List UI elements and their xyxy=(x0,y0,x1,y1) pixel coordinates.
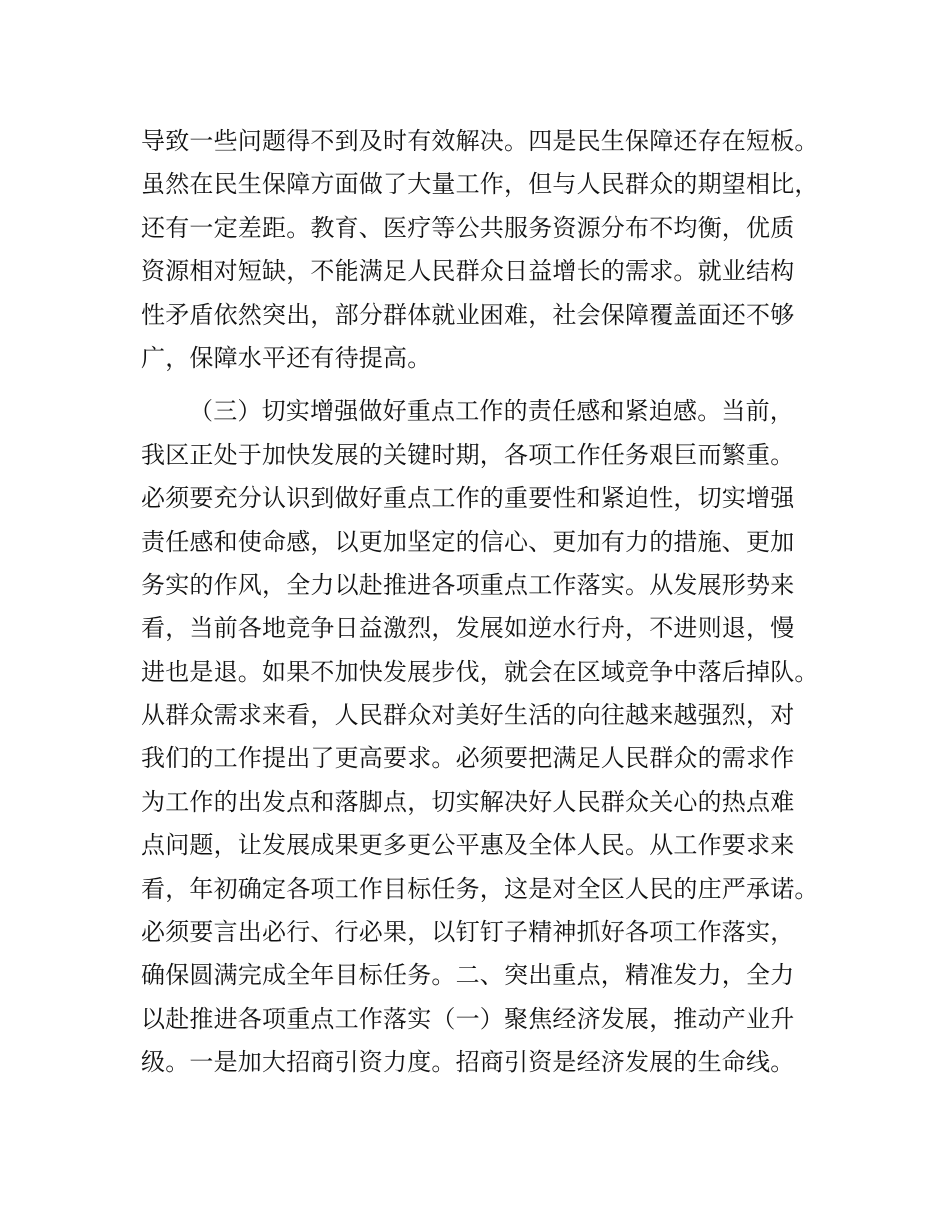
paragraph-2 xyxy=(141,390,841,1084)
text-line: 虽然在民生保障方面做了大量工作，但与人民群众的期望相比， xyxy=(141,170,819,199)
paragraph-1 xyxy=(141,120,841,380)
text-line: 进也是退。如果不加快发展步伐，就会在区域竞争中落后掉队。 xyxy=(141,657,819,686)
text-line: 务实的作风，全力以赴推进各项重点工作落实。从发展形势来 xyxy=(141,570,795,599)
text-line: 看，年初确定各项工作目标任务，这是对全区人民的庄严承诺。 xyxy=(141,874,819,903)
text-line: 还有一定差距。教育、医疗等公共服务资源分布不均衡，优质 xyxy=(141,213,795,242)
text-line: 以赴推进各项重点工作落实（一）聚焦经济发展，推动产业升 xyxy=(141,1004,795,1033)
text-line: 级。一是加大招商引资力度。招商引资是经济发展的生命线。 xyxy=(141,1048,795,1077)
text-line: 责任感和使命感，以更加坚定的信心、更加有力的措施、更加 xyxy=(141,527,795,556)
text-line: 导致一些问题得不到及时有效解决。四是民生保障还存在短板。 xyxy=(141,127,819,155)
text-line: 我们的工作提出了更高要求。必须要把满足人民群众的需求作 xyxy=(141,744,795,773)
text-line: （三）切实增强做好重点工作的责任感和紧迫感。当前， xyxy=(189,397,794,426)
text-line: 必须要言出必行、行必果，以钉钉子精神抓好各项工作落实， xyxy=(141,918,795,947)
text-line: 资源相对短缺，不能满足人民群众日益增长的需求。就业结构 xyxy=(141,257,795,286)
text-line: 广，保障水平还有待提高。 xyxy=(141,343,432,372)
text-line: 从群众需求来看，人民群众对美好生活的向往越来越强烈，对 xyxy=(141,701,795,730)
text-line: 看，当前各地竞争日益激烈，发展如逆水行舟，不进则退，慢 xyxy=(141,614,795,643)
text-line: 点问题，让发展成果更多更公平惠及全体人民。从工作要求来 xyxy=(141,831,795,860)
text-line: 我区正处于加快发展的关键时期，各项工作任务艰巨而繁重。 xyxy=(141,440,795,469)
text-line: 性矛盾依然突出，部分群体就业困难，社会保障覆盖面还不够 xyxy=(141,300,795,329)
text-line: 确保圆满完成全年目标任务。二、突出重点，精准发力，全力 xyxy=(141,961,795,990)
body-text xyxy=(141,120,841,1085)
text-line: 为工作的出发点和落脚点，切实解决好人民群众关心的热点难 xyxy=(141,787,795,816)
text-line: 必须要充分认识到做好重点工作的重要性和紧迫性，切实增强 xyxy=(141,484,795,513)
paragraph-gap xyxy=(141,380,841,390)
